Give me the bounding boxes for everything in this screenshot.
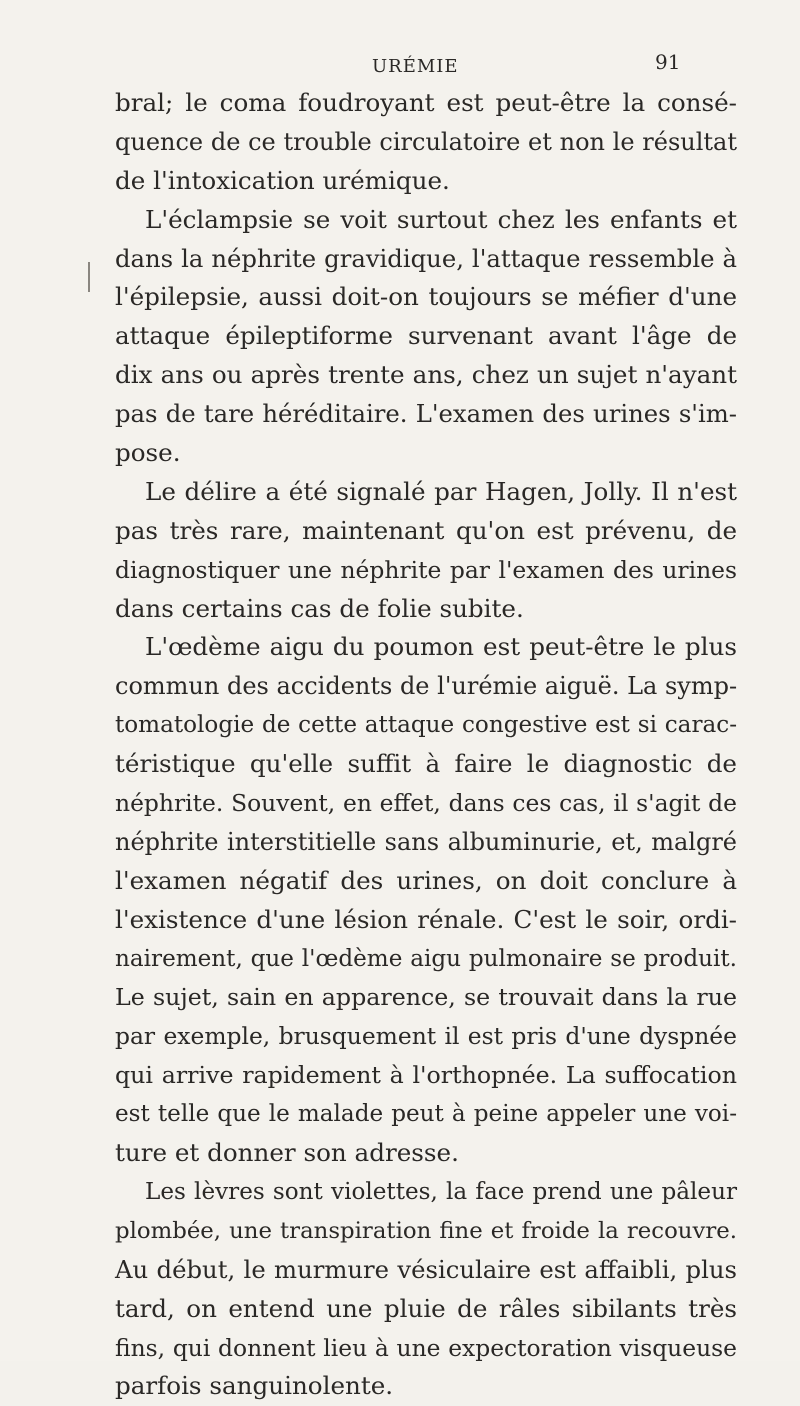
text-line: pas très rare, maintenant qu'on est prévenu, de [115,515,737,545]
margin-mark [88,262,94,292]
text-line: bral; le coma foudroyant est peut-être la consé- [115,88,737,117]
text-line: l'existence d'une lésion rénale. C'est le soir, ordi- [115,904,737,934]
text-line: l'épilepsie, aussi doit-on toujours se méfier d'une [115,282,737,312]
text-line: commun des accidents de l'urémie aiguë. La symp- [115,672,738,701]
text-line: tard, on entend une pluie de râles sibilants très [115,1293,737,1323]
text-line: de l'intoxication urémique. [115,165,450,195]
text-line: tomatologie de cette attaque congestive est si carac- [115,712,737,739]
text-line: ture et donner son adresse. [115,1138,459,1168]
text-line: qui arrive rapidement à l'orthopnée. La suffocation [115,1061,737,1090]
text-line: Au début, le murmure vésiculaire est affaibli, plus [115,1254,737,1284]
text-line: pas de tare héréditaire. L'examen des urines s'im- [115,399,737,429]
text-line: dans la néphrite gravidique, l'attaque ressemble à [115,243,737,273]
text-line: attaque épileptiforme survenant avant l'âge de [115,321,737,351]
text-line: est telle que le malade peut à peine appeler une voi- [115,1101,737,1128]
text-line: Les lèvres sont violettes, la face prend une pâleur [145,1178,737,1205]
text-line: nairement, que l'œdème aigu pulmonaire se produit. [115,945,737,972]
text-line: néphrite interstitielle sans albuminurie, et, malgré [115,827,737,856]
text-line: quence de ce trouble circulatoire et non le résultat [115,127,737,156]
text-line: L'œdème aigu du poumon est peut-être le plus [145,632,737,662]
text-line: néphrite. Souvent, en effet, dans ces cas, il s'agit de [115,789,737,818]
text-line: fins, qui donnent lieu à une expectoration visqueuse [115,1333,737,1362]
text-line: diagnostiquer une néphrite par l'examen des urines [115,555,737,584]
text-line: dix ans ou après trente ans, chez un sujet n'ayant [115,360,737,390]
text-line: par exemple, brusquement il est pris d'une dyspnée [115,1022,737,1051]
page-number: 91 [655,50,681,74]
text-line: l'examen négatif des urines, on doit conclure à [115,865,737,895]
text-line: dans certains cas de folie subite. [115,593,524,623]
body-text [115,84,737,1406]
text-line: parfois sanguinolente. [115,1371,394,1401]
text-line: Le délire a été signalé par Hagen, Jolly. Il n'est [145,476,737,506]
text-line: Le sujet, sain en apparence, se trouvait dans la rue [115,983,737,1012]
text-line: téristique qu'elle suffit à faire le diagnostic de [115,749,737,779]
text-line: plombée, une transpiration fine et froide la recouvre. [115,1217,737,1244]
text-line: pose. [115,438,181,468]
text-line: L'éclampsie se voit surtout chez les enfants et [145,204,737,234]
running-header: URÉMIE [372,56,459,77]
